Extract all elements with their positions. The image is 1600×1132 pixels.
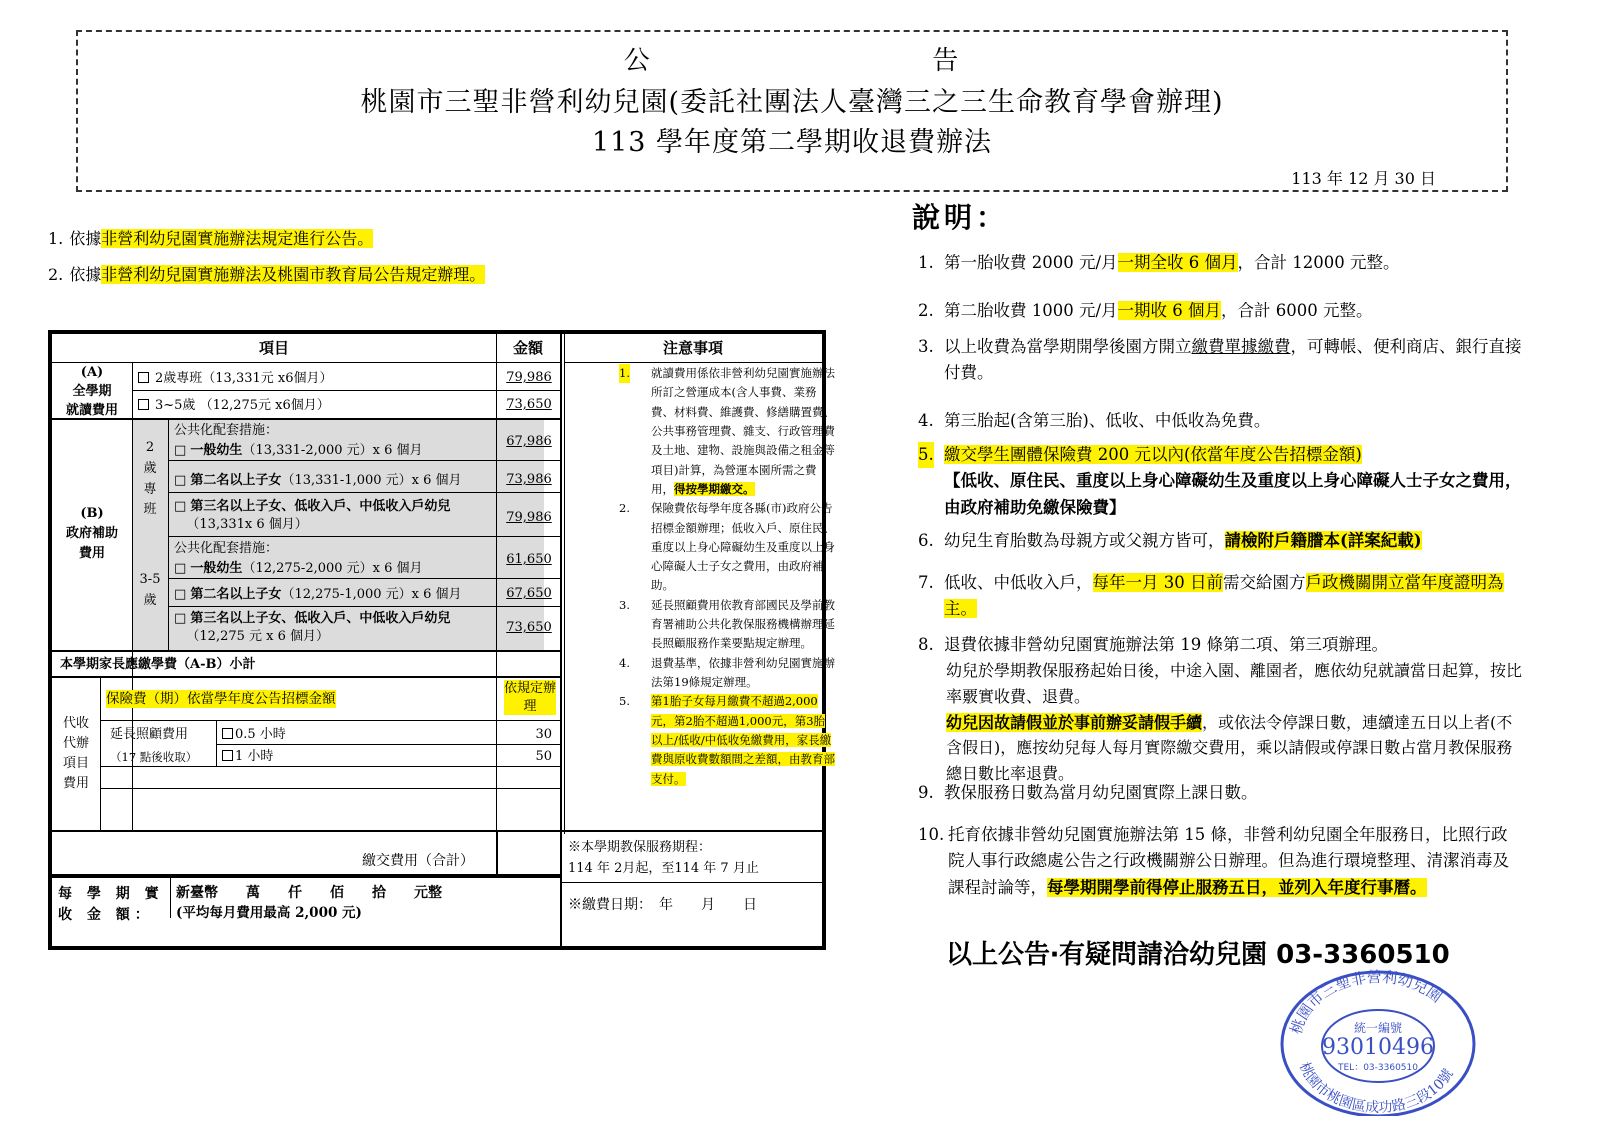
row-bold: 一般幼生 <box>190 561 243 576</box>
intro-prefix: 依據 <box>69 229 102 248</box>
seg-highlight: 一期全收 6 個月 <box>1117 253 1238 272</box>
amount: 73,986 <box>506 472 552 487</box>
explain-item-8 <box>918 632 1524 786</box>
header-amount: 金額 <box>512 339 543 357</box>
row-bold: 第三名以上子女、低收入戶、中低收入戶幼兒 <box>190 499 451 514</box>
actual-value: 新臺幣 萬 仟 佰 拾 元整 <box>176 885 442 901</box>
item-number: 5. <box>918 442 934 468</box>
label-line: 費用 <box>78 546 105 562</box>
amount: 67,650 <box>506 586 552 601</box>
footer-contact: 以上公告‧有疑問請洽幼兒園 03-3360510 <box>946 940 1450 970</box>
seg: ，合計 12000 元整。 <box>1237 253 1400 272</box>
seg-bold: 【低收、原住民、重度以上身心障礙幼生及重度以上身心障礙人士子女之費用，由政府補助免繳保險費】 <box>944 471 1522 517</box>
item-number: 7. <box>918 573 934 592</box>
proxy-label <box>52 714 100 795</box>
intro-item-2 <box>48 262 485 285</box>
label-line: 項目 <box>62 756 89 772</box>
period-line: 114 年 2月起，至114 年 7 月止 <box>568 860 759 876</box>
seg-highlight: 戶政機關開立當年度證明為主。 <box>944 573 1504 619</box>
explain-item-3 <box>918 334 1524 387</box>
label-line: （17 點後收取） <box>110 749 198 764</box>
actual-note: (平均每月費用最高 2,000 元) <box>176 905 362 921</box>
divider <box>564 334 565 834</box>
seg: 以上收費為當學期開學後園方開立 <box>944 337 1192 356</box>
explanation-title: 說明： <box>912 201 1009 234</box>
item-number: 1. <box>918 253 934 272</box>
amount: 79,986 <box>506 510 552 525</box>
seal-ring-top: 桃園市三聖非營利幼兒園 <box>1286 967 1446 1037</box>
actual-label: 每 學 期 實 收 金 額： <box>58 886 164 923</box>
label-line: 2 <box>145 440 155 455</box>
announcement-header <box>76 30 1508 192</box>
seg: 托育依據非營幼兒園實施辦法第 15 條，非營利幼兒園全年服務日，比照行政院人事行政總處公告之行政機關辦公日辦理。但為進行環境整理、清潔消毒及課程討論等， <box>948 825 1509 897</box>
header-notes: 注意事項 <box>662 339 723 357</box>
amount: 73,650 <box>506 620 552 635</box>
ext-amount-one: 50 <box>535 749 552 764</box>
detail-highlight: 幼兒因故請假並於事前辦妥請假手續 <box>946 712 1203 732</box>
seal-label: 統一編號 <box>1353 1021 1403 1035</box>
b2-row: □ 一般幼生（13,331-2,000 元）x 6 個月 <box>174 443 423 458</box>
seg: 低收、中低收入戶， <box>944 573 1093 592</box>
seg-underline: 繳費單據繳費 <box>1191 337 1291 356</box>
explain-item-4 <box>918 408 1538 434</box>
note-item <box>615 364 835 499</box>
b35-intro: 公共化配套措施： <box>174 541 279 556</box>
seg: 退費依據非營幼兒園實施辦法第 19 條第二項、第三項辦理。 <box>944 635 1388 654</box>
note-item <box>615 654 835 693</box>
opt-label: 0.5 小時 <box>235 727 286 742</box>
label-line: 政府補助 <box>65 526 118 542</box>
checkbox[interactable] <box>222 728 233 739</box>
announcement-date: 113 年 12 月 30 日 <box>1291 169 1436 188</box>
seal-svg <box>1278 966 1478 1116</box>
note-highlight: 得按學期繳交。 <box>674 481 755 496</box>
seg-highlight: 一期收 6 個月 <box>1117 301 1222 320</box>
row-rest: （13,331x 6 個月） <box>186 516 308 532</box>
explain-item-6 <box>918 528 1538 554</box>
b2-row: □ 第三名以上子女、低收入戶、中低收入戶幼兒 （13,331x 6 個月） <box>174 499 451 532</box>
label-line: 3-5 <box>139 572 161 587</box>
amount: 73,650 <box>506 397 552 412</box>
amount: 67,986 <box>506 434 552 449</box>
amount: 79,986 <box>506 370 552 385</box>
period-line: ※本學期教保服務期程： <box>568 840 712 855</box>
opt-label: 1 小時 <box>235 749 274 764</box>
seg-highlight: 每年一月 30 日前 <box>1092 573 1223 592</box>
announce-char-1: 公 <box>623 46 652 76</box>
seg: 第三胎起(含第三胎)、低收、中低收為免費。 <box>944 411 1271 430</box>
b2-row: □ 第二名以上子女（13,331-1,000 元）x 6 個月 <box>174 473 462 488</box>
explain-item-2 <box>918 298 1538 324</box>
row-bold: 第三名以上子女、低收入戶、中低收入戶幼兒 <box>190 611 451 626</box>
ext-care-label <box>110 724 197 767</box>
label-line: 全學期 <box>72 383 112 399</box>
explain-item-7 <box>918 570 1518 623</box>
note-item <box>615 596 835 654</box>
fee-row-3to5 <box>138 397 330 415</box>
label-line: 就讀費用 <box>65 402 118 418</box>
seal-ring-bottom: 桃園市桃園區成功路三段10號 <box>1295 1060 1457 1116</box>
note-highlight: 第1胎子女每月繳費不超過2,000元，第2胎不超過1,000元，第3胎以上/低收/中低收免繳費用，家長繳費與原收費數額間之差額，由教育部支付。 <box>651 694 835 786</box>
amount: 61,650 <box>506 552 552 567</box>
note-number: 1. <box>619 364 630 383</box>
seg: 需交給園方 <box>1223 573 1306 592</box>
intro-highlight: 非營利幼兒園實施辦法及桃園市教育局公告規定辦理。 <box>101 265 486 284</box>
note-text: 延長照顧費用依教育部國民及學前教育署補助公共化教保服務機構辦理延長照顧服務作業要點規定辦理。 <box>651 597 835 651</box>
note-text: 退費基準，依據非營利幼兒園實施辦法第19條規定辦理。 <box>651 655 835 689</box>
explain-item-5 <box>918 442 1524 521</box>
notes-list <box>615 364 835 789</box>
detail-seg: 幼兒於學期教保服務起始日後，中途入園、離園者，應依幼兒就讀當日起算，按比率覈實收費、退費。 <box>946 661 1523 706</box>
label-line: 歲 <box>143 460 157 476</box>
intro-number: 2. <box>48 265 64 284</box>
ext-amount-half: 30 <box>535 727 552 742</box>
item-number: 9. <box>918 783 934 802</box>
announce-char-2: 告 <box>932 46 961 76</box>
b35-row: □ 一般幼生（12,275-2,000 元）x 6 個月 <box>174 561 423 576</box>
row-rest: （12,275-1,000 元）x 6 個月 <box>281 587 462 602</box>
section-b-label <box>54 504 130 564</box>
ext-opt-half <box>222 726 286 744</box>
announcement-title <box>78 40 1506 77</box>
intro-item-1 <box>48 226 373 249</box>
seg: ，合計 6000 元整。 <box>1221 301 1373 320</box>
seal-number: 93010496 <box>1322 1035 1434 1060</box>
note-text: 就讀費用係依非營利幼兒園實施辦法所訂之營運成本(含人事費、業務費、材料費、維護費、修繕購置費、公共事務管理費、雜支、行政管理費及土地、建物、設施與設備之租金等項目)計算，為營運本園所需之費用， <box>651 366 835 496</box>
checkbox[interactable] <box>138 399 149 410</box>
seg: 幼兒生育胎數為母親方或父親方皆可， <box>944 531 1225 550</box>
item-8-detail <box>918 658 1524 786</box>
seg: 第二胎收費 1000 元/月 <box>944 301 1118 320</box>
note-text: 保險費依每學年度各縣(市)政府公告招標金額辦理；低收入戶、原住民、重度以上身心障礙幼生及重度以上身心障礙人士子女之費用，由政府補助。 <box>651 501 835 593</box>
ext-opt-one <box>222 748 273 766</box>
label-line: 班 <box>143 502 157 518</box>
row-bold: 第二名以上子女 <box>190 473 282 488</box>
intro-highlight: 非營利幼兒園實施辦法規定進行公告。 <box>101 229 374 248</box>
item-number: 10. <box>918 825 945 844</box>
item-number: 4. <box>918 411 934 430</box>
label-line: 代辦 <box>62 736 89 752</box>
label-line: 費用 <box>62 776 89 792</box>
label-line: 延長照顧費用 <box>110 727 189 742</box>
row-rest: （12,275 元 x 6 個月） <box>186 628 330 644</box>
seg-highlight: 繳交學生團體保險費 200 元以內(依當年度公告招標金額) <box>944 445 1362 464</box>
intro-prefix: 依據 <box>69 265 102 284</box>
b35-row: □ 第三名以上子女、低收入戶、中低收入戶幼兒 （12,275 元 x 6 個月） <box>174 611 451 644</box>
intro-number: 1. <box>48 229 64 248</box>
item-number: 6. <box>918 531 934 550</box>
seg: ，可轉帳、便利商店、銀行直接付費。 <box>944 337 1522 383</box>
checkbox[interactable] <box>138 372 149 383</box>
label-line: 代收 <box>62 716 89 731</box>
checkbox[interactable] <box>222 750 233 761</box>
detail-seg: ，或依法令停課日數，連續達五日以上者(不含假日)，應按幼兒每人每月實際繳交費用，乘以請假或停課日數占當月教保服務總日數比率退費。 <box>946 712 1513 783</box>
row-bold: 第二名以上子女 <box>190 587 282 602</box>
pay-date: ※繳費日期： 年 月 日 <box>568 897 757 913</box>
b35-label <box>132 570 168 612</box>
seg: 第一胎收費 2000 元/月 <box>944 253 1118 272</box>
b2-label <box>132 438 168 521</box>
row-label: 2歲專班（13,331元 x6個月） <box>155 371 333 386</box>
note-item <box>615 692 835 789</box>
seg: 教保服務日數為當月幼兒園實際上課日數。 <box>944 783 1258 802</box>
label-line: (A) <box>80 365 104 380</box>
explain-item-9 <box>918 780 1538 806</box>
seal-tel: TEL：03-3360510 <box>1338 1063 1418 1073</box>
note-number: 2. <box>619 501 630 516</box>
note-item <box>615 499 835 596</box>
row-rest: （13,331-1,000 元）x 6 個月 <box>281 473 462 488</box>
subtotal-label: 本學期家長應繳學費（A-B）小計 <box>60 657 256 672</box>
explain-item-1 <box>918 250 1538 276</box>
explanation-section <box>912 196 1558 236</box>
insurance-amount: 依規定辦理 <box>504 681 557 714</box>
document-subtitle: 113 學年度第二學期收退費辦法 <box>591 127 993 158</box>
section-a-label <box>54 364 130 421</box>
label-line: (B) <box>80 506 104 521</box>
item-number: 8. <box>918 635 934 654</box>
note-number: 5. <box>619 694 630 709</box>
row-rest: （12,275-2,000 元）x 6 個月 <box>242 561 423 576</box>
item-number: 3. <box>918 337 934 356</box>
service-period <box>568 838 759 880</box>
note-number: 4. <box>619 655 630 670</box>
row-bold: 一般幼生 <box>190 443 243 458</box>
label-line: 歲 <box>143 592 157 608</box>
insurance-label: 保險費（期）依當學年度公告招標金額 <box>106 691 336 707</box>
seg-highlight: 每學期開學前得停止服務五日，並列入年度行事曆。 <box>1047 877 1427 897</box>
organization-name: 桃園市三聖非營利幼兒園(委託社團法人臺灣三之三生命教育學會辦理) <box>360 87 1224 118</box>
b35-row: □ 第二名以上子女（12,275-1,000 元）x 6 個月 <box>174 587 462 602</box>
item-number: 2. <box>918 301 934 320</box>
total-label: 繳交費用（合計） <box>362 853 474 869</box>
label-line: 專 <box>143 481 157 497</box>
fee-table <box>48 330 835 950</box>
b2-intro: 公共化配套措施： <box>174 423 279 438</box>
explain-item-10 <box>918 822 1518 901</box>
fee-row-2yr <box>138 370 333 388</box>
school-seal <box>1278 966 1478 1116</box>
row-label: 3~5歲 （12,275元 x6個月） <box>155 398 330 413</box>
row-rest: （13,331-2,000 元）x 6 個月 <box>242 443 423 458</box>
note-number: 3. <box>619 597 630 612</box>
header-item: 項目 <box>258 339 289 357</box>
seg-highlight: 請檢附戶籍謄本(詳案紀載) <box>1224 531 1422 550</box>
